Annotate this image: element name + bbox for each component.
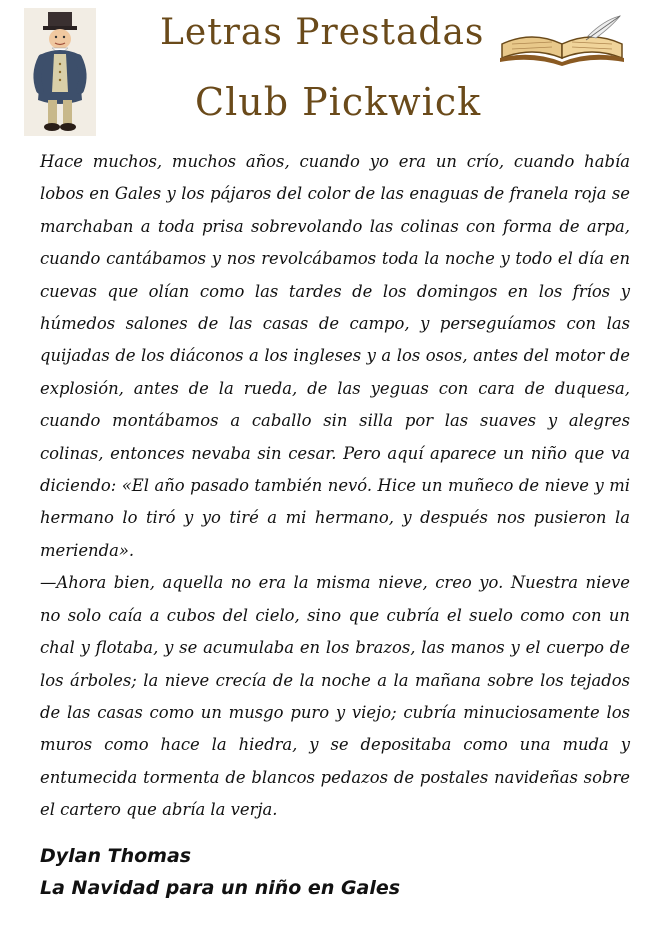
work-title: La Navidad para un niño en Gales [40,877,401,899]
passage-paragraph-2: —Ahora bien, aquella no era la misma nieve, creo yo. Nuestra nieve no solo caía a cubos del cielo, sino que cubría el suelo como con un chal y flotaba, y se acumulaba en los brazos, las manos y el cuerpo de los árboles; la nieve crecía de la noche a la mañana sobre los tejados de las casas como un musgo puro y viejo; cubría minuciosamente los muros como hace la hiedra, y se depositaba como una muda y entumecida tormenta de blancos pedazos de postales navideñas sobre el cartero que abría la verja. [40,573,630,820]
pickwick-figure-svg [24,8,96,136]
attribution [40,840,630,904]
title-club-pickwick: Club Pickwick [195,80,482,124]
header [0,0,650,140]
open-book-quill-icon [496,14,628,66]
author-name: Dylan Thomas [40,845,192,867]
pickwick-figure-icon [24,8,96,136]
passage-paragraph-1: Hace muchos, muchos años, cuando yo era un crío, cuando había lobos en Gales y los pájaros del color de las enaguas de franela roja se marchaban a toda prisa sobrevolando las colinas con forma de arpa, cuando cantábamos y nos revolcábamos toda la noche y todo el día en cuevas que olían como las tardes de los domingos en los fríos y húmedos salones de las casas de campo, y perseguíamos con las quijadas de los diáconos a los ingleses y a los osos, antes del motor de explosión, antes de la rueda, de las yeguas con cara de duquesa, cuando montábamos a caballo sin silla por las suaves y alegres colinas, entonces nevaba sin cesar. Pero aquí aparece un niño que va diciendo: «El año pasado también nevó. Hice un muñeco de nieve y mi hermano lo tiró y yo tiré a mi hermano, y después nos pusieron la merienda». [40,152,630,560]
passage [40,146,630,827]
title-letras-prestadas: Letras Prestadas [160,12,485,53]
open-book-quill-svg [496,14,628,66]
